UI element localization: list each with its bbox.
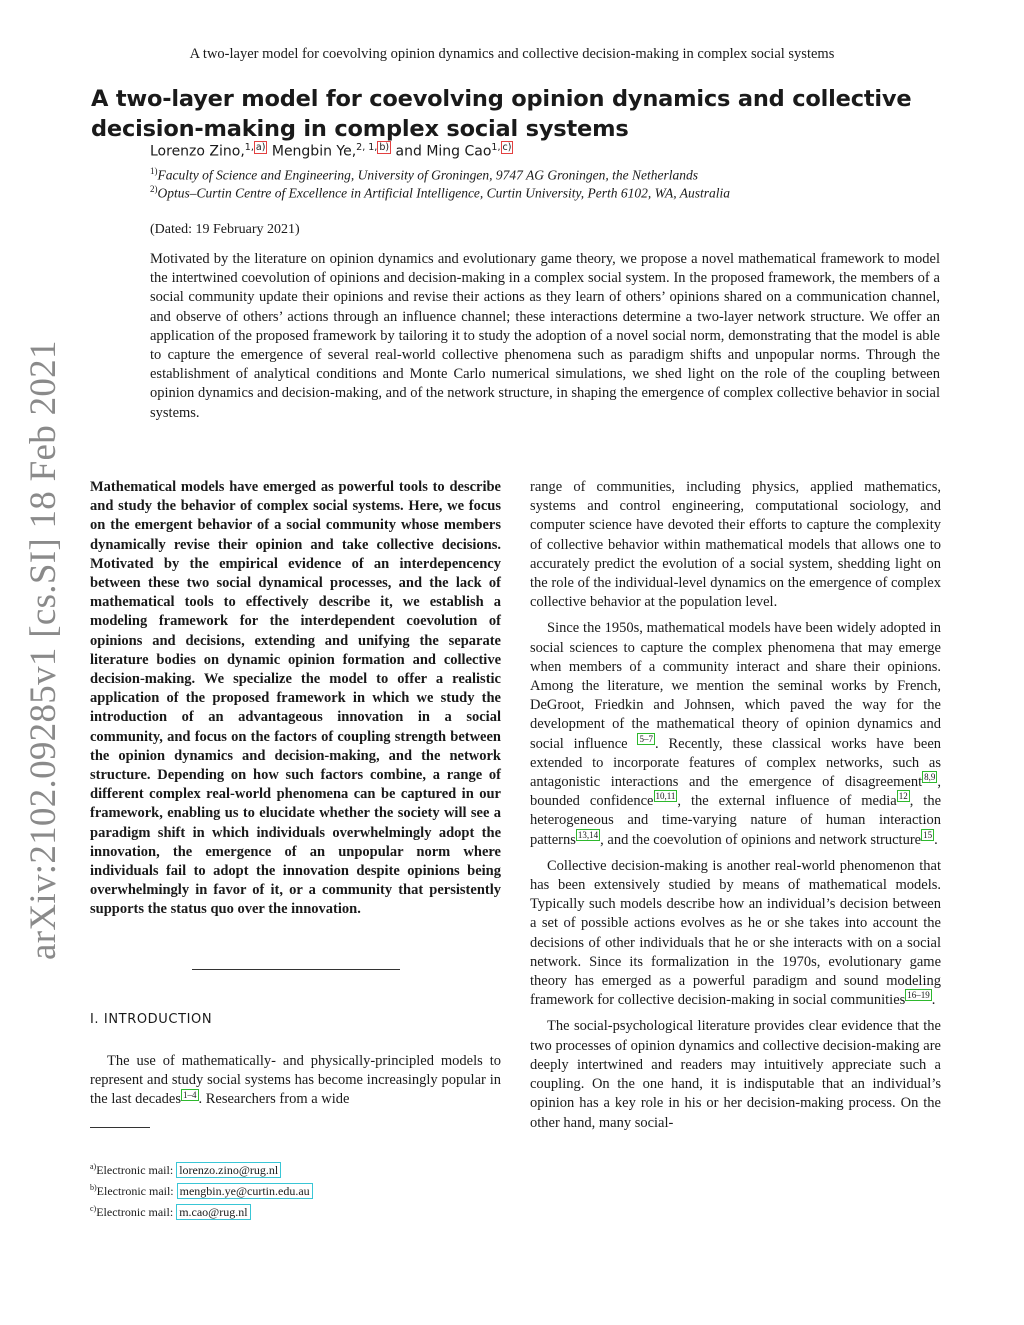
paper-title [91,84,951,144]
footnote-link[interactable]: c) [502,142,512,153]
footnote-mark: c) [90,1204,97,1213]
section-heading: I. INTRODUCTION [90,1012,213,1027]
email-link[interactable]: lorenzo.zino@rug.nl [176,1162,281,1178]
paragraph-text: . Recently, these classical works have been extended to incorporate features of complex networks, such as antagonistic interactions and the emergence of disagreement [530,735,942,791]
citation-link[interactable]: 1–4 [183,1089,197,1100]
footnotes [90,1158,313,1221]
author-name: Lorenzo Zino, [150,143,245,160]
author-affil-mark: 2, 1, [356,142,378,153]
citation-link[interactable]: 5–7 [639,733,653,744]
email-link[interactable]: m.cao@rug.nl [176,1204,250,1220]
footnote-label: Electronic mail: [96,1205,177,1219]
author-name: Mengbin Ye, [271,143,357,160]
citation-link[interactable]: 13,14 [577,829,599,840]
paragraph-text: , and the coevolution of opinions and network structure [600,831,922,848]
footnote [90,1179,313,1200]
footnote-label: Electronic mail: [96,1163,177,1177]
abstract: Motivated by the literature on opinion dynamics and evolutionary game theory, we propose a novel mathematical framework to model the intertwined coevolution of opinions and decision-making in a complex social system. In the proposed framework, the members of a social community update their opinions and revise their actions as they learn of others’ opinions shared on a communication channel, and observe of others’ actions through an influence channel; these interactions determine a two-layer network structure. We offer an application of the proposed framework by tailoring it to study the adoption of a novel social norm, demonstrating that the model is able to capture the emergence of several real-world collective phenomena such as paradigm shifts and unpopular norms. Through the establishment of analytical conditions and Monte Carlo numerical simulations, we shed light on the role of the coupling between opinion dynamics and decision-making, and of the network structure, in shaping the emergence of complex collective behavior in social systems. [150,251,940,421]
paragraph-text: , the external influence of media [677,793,897,810]
citation-link[interactable]: 12 [898,791,908,802]
paragraph-text: . [931,992,936,1009]
paragraph [530,857,941,1011]
affiliation-mark: 2) [150,184,158,194]
title-line-2: decision-making in complex social systems [91,116,629,142]
footnote-link[interactable]: a) [255,142,266,153]
paragraph: The social-psychological literature provides clear evidence that the two processes of opinion dynamics and collective decision-making are deeply intertwined and readers may intuitively appreciate such a coupling. On the one hand, it is indisputable that an individual’s opinion has a key role in his or her decision-making process. On the other hand, many social- [530,1018,941,1131]
intro-paragraph [90,1052,501,1110]
affiliation-text: Faculty of Science and Engineering, University of Groningen, 9747 AG Groningen, the Netherlands [157,167,699,183]
email-link[interactable]: mengbin.ye@curtin.edu.au [177,1183,313,1199]
author-name: and Ming Cao [395,143,492,160]
affiliation-text: Optus–Curtin Centre of Excellence in Artificial Intelligence, Curtin University, Perth 6102, WA, Australia [157,185,730,201]
footnote-mark: b) [90,1183,97,1192]
intro-text: The use of mathematically- and physically-principled models to represent and study social systems has become increasingly popular in the last decades [90,1053,501,1108]
paragraph-text: , the heterogeneous and time-varying nature of human interaction patterns [530,793,942,848]
footnote-link[interactable]: b) [379,142,390,153]
lead-paragraph: Mathematical models have emerged as powerful tools to describe and study the behavior of complex social systems. Here, we focus on the emergent behavior of a social community whose members dynamically revise their opinion and take collective decisions. Motivated by the empirical evidence of an interdepencency between these two social dynamical processes, and the lack of mathematical tools to effectively describe it, we establish a modeling framework for the interdependent coevolution of opinions and decisions, extending and unifying the separate literature bodies on dynamic opinion formation and collective decision-making. We specialize the model to offer a realistic application of the proposed framework in which we study the introduction of an advantageous innovation in a social community, and focus on the factors of coupling strength between the opinion dynamics and decision-making, and the network structure. Depending on how such factors combine, a range of different complex real-world phenomena can be captured in our framework, enabling us to elucidate whether the society will see a paradigm shift in which individuals overwhelmingly adopt the innovation, the emergence of an unpopular norm where individuals fail to adopt the innovation despite opinions being overwhelmingly in favor of it, or a community that persistently supports the status quo over the innovation. [90,479,501,918]
footnote-mark: a) [90,1162,97,1171]
divider [192,969,400,970]
citation-link[interactable]: 8,9 [924,772,936,783]
affiliation-mark: 1) [150,166,158,176]
paragraph: range of communities, including physics, applied mathematics, systems and control engineering, computational sociology, and computer science have devoted their efforts to capture the complexity of collective behavior within mathematical models that allows one to accurately predict the evolution of a social system, shedding light on the role of the individual-level dynamics on the emergence of complex collective behavior at the population level. [530,479,941,611]
footnote [90,1200,313,1221]
arxiv-identifier: arXiv:2102.09285v1 [cs.SI] 18 Feb 2021 [23,340,64,960]
date-line: (Dated: 19 February 2021) [150,222,300,237]
title-line-1: A two-layer model for coevolving opinion dynamics and collective [91,86,912,112]
citation-link[interactable]: 16–19 [907,990,930,1001]
author-affil-mark: 1, [244,142,254,153]
footnote [90,1158,313,1179]
paragraph-text: Since the 1950s, mathematical models have been widely adopted in social sciences to capture the complex phenomena that may emerge when members of a community interact and share their opinions. Among the literature, we mention the seminal works by French, DeGroot, Friedkin and Johnsen, which paved the way for the development of the mathematical theory of opinion dynamics and social influence [530,620,941,752]
affiliation-2 [150,180,790,203]
footnote-label: Electronic mail: [96,1184,177,1198]
paragraph-text: Collective decision-making is another real-world phenomenon that has been extensively studied by means of mathematical models. Typically such models describe how an individual’s decision between a set of possible actions evolves as he or she takes into account the decisions of other individuals that he or she interacts with on a social network. Since its formalization in the 1970s, evolutionary game theory has emerged as a powerful paradigm and sound modeling framework for collective decision-making in social communities [530,857,941,1009]
footnote-divider [90,1127,150,1128]
author-affil-mark: 1, [491,142,501,153]
paragraph-text: . [934,831,938,848]
right-column [530,478,941,1140]
intro-text-tail: . Researchers from a wide [198,1091,350,1108]
citation-link[interactable]: 15 [923,829,933,840]
author-list [150,142,513,160]
paragraph [530,619,941,849]
citation-link[interactable]: 10,11 [655,791,676,802]
paragraph-text: , bounded confidence [530,774,941,810]
running-header: A two-layer model for coevolving opinion dynamics and collective decision-making in complex social systems [189,46,835,62]
